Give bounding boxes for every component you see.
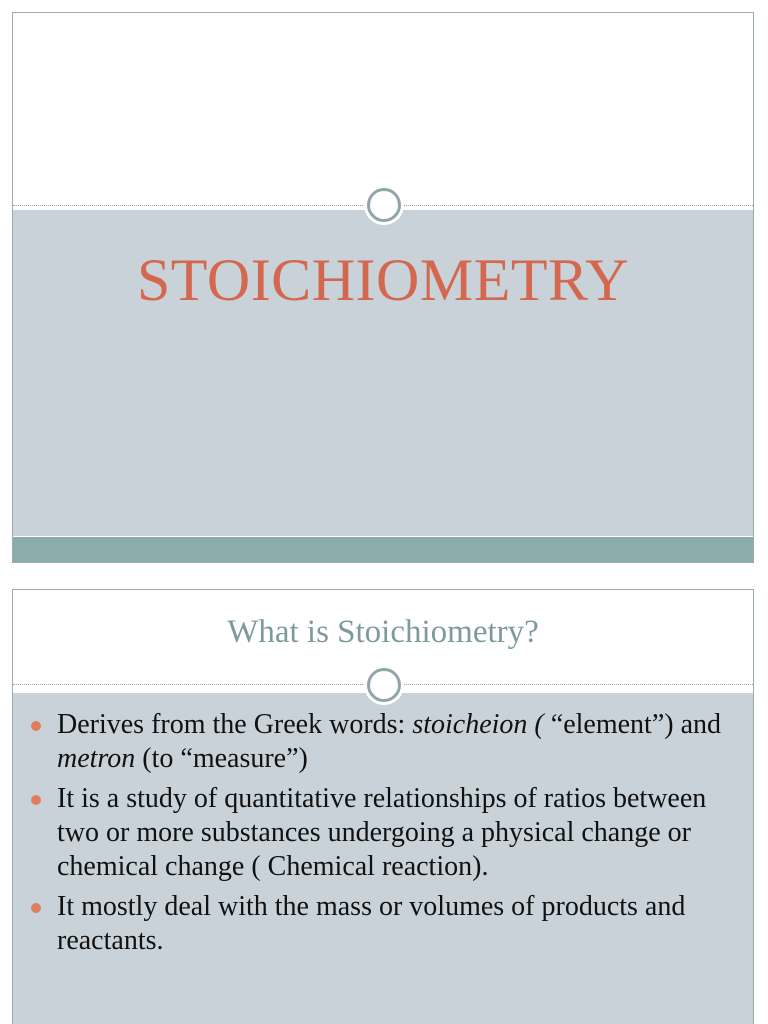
- slide-2: [12, 589, 754, 1024]
- bullet-text: It is a study of quantitative relationships of ratios between two or more substances undergoing a physical change or chemical change ( Chemical reaction).: [57, 783, 707, 882]
- bullet-dot-icon: [31, 721, 41, 731]
- footer-bar: [13, 537, 753, 563]
- bullet-list: [31, 708, 737, 964]
- bullet-text-part: “element”) and: [543, 709, 721, 740]
- list-item: [31, 782, 737, 884]
- bullet-text-part: Derives from the Greek words:: [57, 709, 413, 740]
- bullet-text-italic: metron: [57, 743, 136, 774]
- bullet-text: It mostly deal with the mass or volumes of products and reactants.: [57, 891, 686, 956]
- circle-ornament-icon: [364, 665, 404, 705]
- slide-title: STOICHIOMETRY: [136, 247, 630, 313]
- circle-ornament-icon: [364, 185, 404, 225]
- list-item: [31, 890, 737, 958]
- bullet-text-italic: stoicheion (: [412, 709, 544, 740]
- list-item: [31, 708, 737, 776]
- bullet-dot-icon: [31, 795, 41, 805]
- slide-heading: What is Stoichiometry?: [227, 614, 539, 650]
- slide-1: [12, 12, 754, 563]
- bullet-text-part: (to “measure”): [135, 743, 308, 774]
- bullet-dot-icon: [31, 903, 41, 913]
